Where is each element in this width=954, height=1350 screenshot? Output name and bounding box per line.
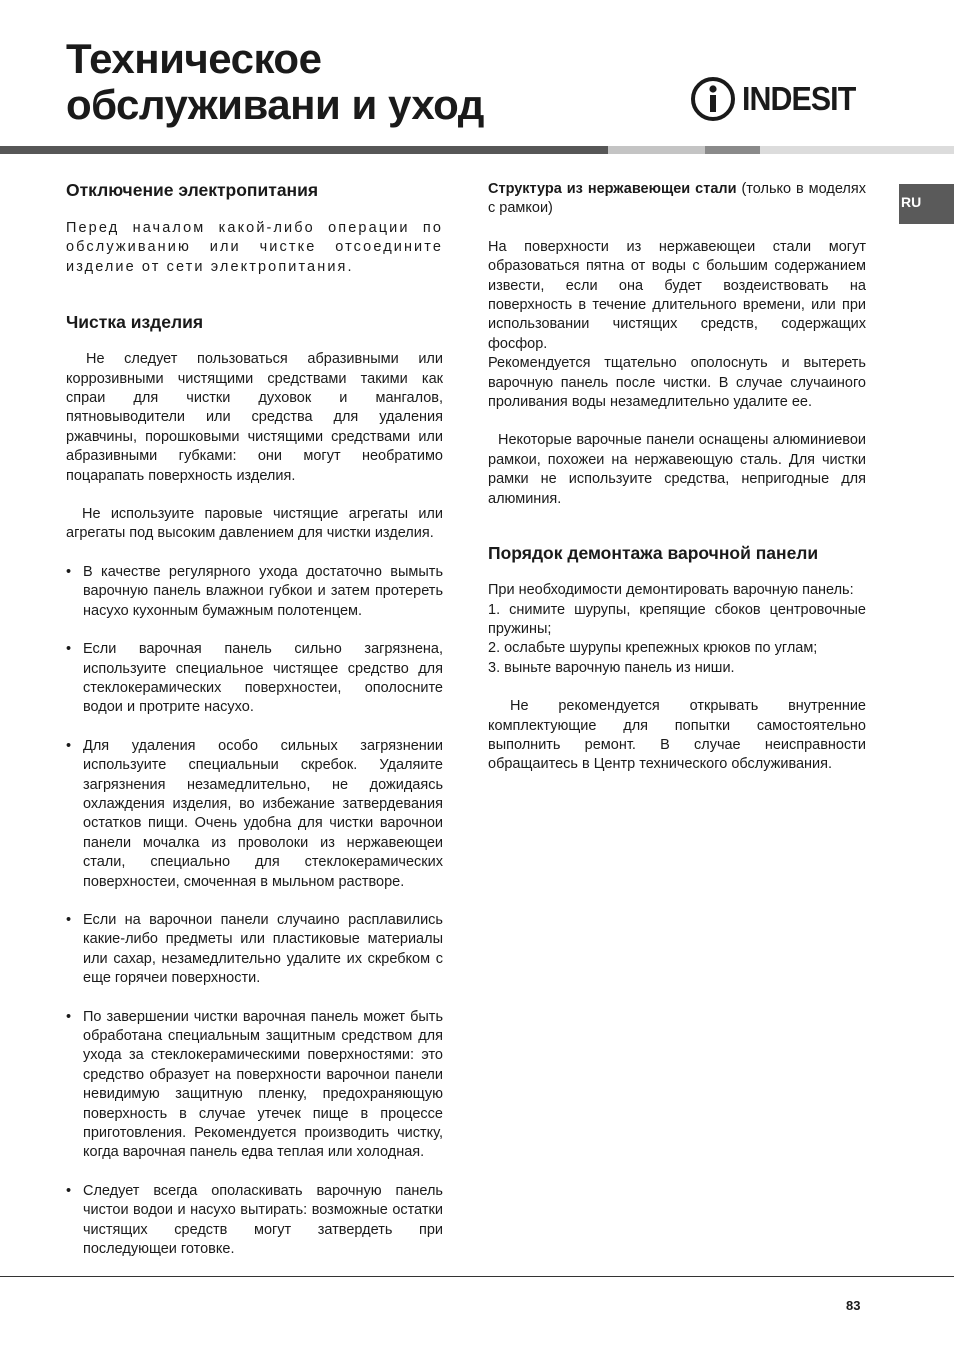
indesit-logo-text: INDESIT [742, 80, 856, 117]
dismantling-step-1: 1. снимите шурупы, крепящие сбоков центровочные пружины; [488, 601, 866, 637]
steel-paragraph-2: Рекомендуется тщательно ополоснуть и вытереть варочную панель после чистки. В случае случаиного проливания воды незамедлительно удалите ее. [488, 355, 866, 411]
indesit-logo-icon [690, 74, 736, 124]
bullet-symbol: • [66, 911, 72, 928]
cleaning-paragraph-2: Не используите паровые чистящие агрегаты или агрегаты под высоким давлением для чистки изделия. [66, 506, 443, 542]
cleaning-tips-list [66, 563, 443, 1260]
steel-structure-heading: Структура из нержавеющеи стали [488, 181, 737, 197]
page-title-line2: обслуживани и уход [66, 81, 484, 128]
dismantling-warning: Не рекомендуется открывать внутренние комплектующие для попытки самостоятельно выполнить ремонт. В случае неисправности обращаитесь в Центр технического обслуживания. [488, 698, 866, 773]
list-item [66, 911, 443, 989]
list-item [66, 563, 443, 621]
language-tab-ru: RU [899, 184, 954, 224]
list-item [66, 1182, 443, 1260]
steel-structure-note: (только в моделях с рамкои) [488, 181, 866, 217]
dismantling-step-2: 2. ослабьте шурупы крепежных крюков по углам; [488, 640, 818, 657]
list-item [66, 1008, 443, 1163]
bullet-symbol: • [66, 1008, 72, 1025]
list-item-text: Если варочная панель сильно загрязнена, используите специальное чистящее средство для стеклокерамических поверхностеи, ополосните водои и протрите насухо. [83, 641, 443, 716]
header-stripe-dark [0, 146, 608, 154]
indesit-logo [690, 74, 865, 124]
bullet-symbol: • [66, 1182, 72, 1199]
bullet-symbol: • [66, 563, 72, 580]
footer-divider [0, 1276, 954, 1277]
list-item-text: Следует всегда ополаскивать варочную панель чистои водои и насухо вытирать: возможные остатки чистящих средств могут затвердеть при последующеи готовке. [83, 1182, 443, 1258]
power-off-paragraph: Перед началом какой-либо операции по обслуживанию или чистке отсоедините изделие от сети электропитания. [66, 220, 443, 275]
section-heading-power-off: Отключение электропитания [66, 180, 319, 200]
dismantling-intro: При необходимости демонтировать варочную панель: [488, 582, 854, 599]
page-title [66, 36, 484, 128]
bullet-symbol: • [66, 737, 72, 754]
dismantling-step-3: 3. выньте варочную панель из ниши. [488, 659, 735, 676]
list-item-text: Если на варочнои панели случаино расплавились какие-либо предметы или пластиковые материалы или сахар, незамедлительно удалите их скребком с еще горячеи поверхности. [83, 911, 443, 987]
cleaning-paragraph-1: Не следует пользоваться абразивными или коррозивными чистящими средствами такими как спраи для чистки духовок и мангалов, пятновыводители или средства для удаления ржавчины, порошковыми чистящими средствами или абразивными губками: они могут необратимо поцарапать поверхность изделия. [66, 351, 443, 484]
header-stripe-pale [760, 146, 954, 154]
steel-paragraph-1: На поверхности из нержавеющеи стали могут образоваться пятна от воды с большим содержанием извести, если она будет воздеиствовать на поверхность в течение длительного времени, или при использовании чистящих средств, содержащих фосфор. [488, 238, 866, 352]
right-column [488, 178, 866, 775]
bullet-symbol: • [66, 641, 72, 658]
left-column [66, 178, 443, 1259]
header-stripe-light [608, 146, 705, 154]
list-item-text: В качестве регулярного ухода достаточно вымыть варочную панель влажнои губкои и затем протереть насухо кухонным бумажным полотенцем. [83, 563, 443, 619]
list-item-text: По завершении чистки варочная панель может быть обработана специальным защитным средством для ухода за стеклокерамическими поверхностями: это средство образует на поверхности варочнои панели невидимую защитную пленку, предохраняющую поверхность в случае утечек пище в процессе приготовления. Рекомендуется производить чистку, когда варочная панель едва теплая или холодная. [83, 1008, 443, 1161]
section-heading-dismantling: Порядок демонтажа варочной панели [488, 543, 819, 564]
steel-paragraph-3: Некоторые варочные панели оснащены алюминиевои рамкои, похожеи на нержавеющую сталь. Для чистки рамки не используите средства, непригодные для алюминия. [488, 432, 866, 507]
page-number: 83 [846, 1298, 861, 1313]
steel-structure-intro [488, 180, 866, 219]
list-item-text: Для удаления особо сильных загрязнении используите специальныи скребок. Удаляите загрязнения незамедлительно, не дожидаясь охлаждения изделия, во избежание затвердевания остатков пищи. Очень удобна для чистки варочнои панели мочалка из проволоки из нержавеющеи стали, специально для стеклокерамических поверхностеи, смоченная в мыльном растворе. [83, 737, 443, 890]
list-item [66, 640, 443, 718]
list-item [66, 737, 443, 892]
header-stripe-mid [705, 146, 760, 154]
page-title-line1: Техническое [66, 35, 322, 82]
section-heading-cleaning: Чистка изделия [66, 312, 204, 333]
